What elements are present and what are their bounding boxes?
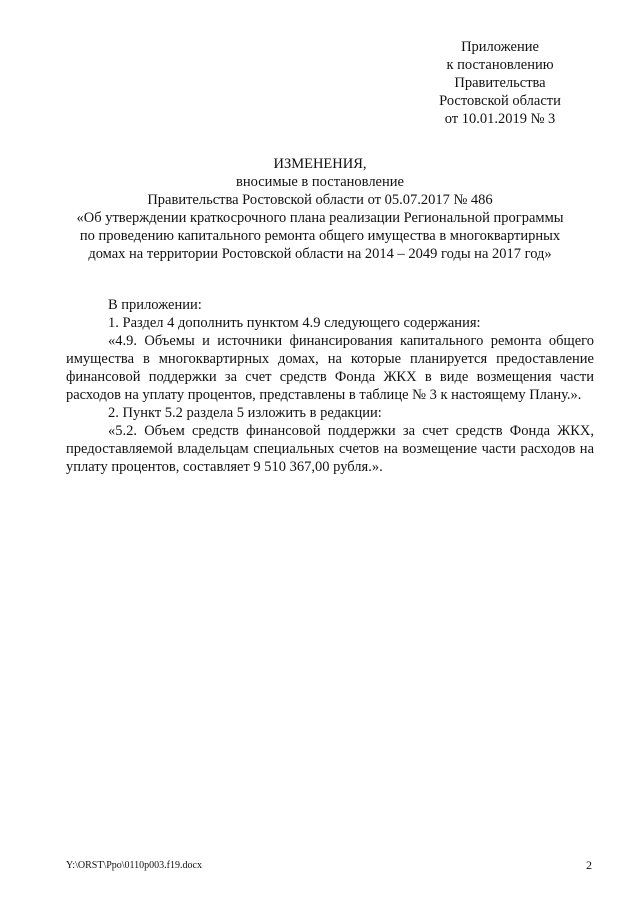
document-title <box>60 155 580 263</box>
title-heading: ИЗМЕНЕНИЯ, <box>273 156 367 172</box>
paragraph-quote-5-2: «5.2. Объем средств финансовой поддержки за счет средств Фонда ЖКХ, предоставляемой владельцам специальных счетов на возмещение части расходов на уплату процентов, составляет 9 510 367,00 рубля.». <box>66 423 594 475</box>
title-line-2: вносимые в постановление <box>236 174 404 190</box>
annex-line-4: Ростовской области <box>439 93 561 109</box>
title-line-3: Правительства Ростовской области от 05.07.2017 № 486 <box>147 192 493 208</box>
annex-line-1: Приложение <box>461 39 539 55</box>
annex-line-2: к постановлению <box>446 57 554 73</box>
title-line-4: «Об утверждении краткосрочного плана реализации Региональной программы <box>76 210 564 226</box>
annex-line-5: от 10.01.2019 № 3 <box>444 111 556 127</box>
footer-file-path: Y:\ORST\Ppo\0110p003.f19.docx <box>66 860 202 871</box>
title-line-5: по проведению капитального ремонта общего имущества в многоквартирных <box>79 228 561 244</box>
paragraph-item-1: 1. Раздел 4 дополнить пунктом 4.9 следующего содержания: <box>108 315 481 331</box>
paragraph-intro: В приложении: <box>108 297 202 313</box>
annex-header <box>410 38 590 128</box>
title-line-6: домах на территории Ростовской области на 2014 – 2049 годы на 2017 год» <box>88 246 552 262</box>
annex-line-3: Правительства <box>454 75 546 91</box>
paragraph-item-2: 2. Пункт 5.2 раздела 5 изложить в редакции: <box>108 405 382 421</box>
footer-page-number: 2 <box>586 858 592 872</box>
document-body <box>66 296 594 476</box>
paragraph-quote-4-9: «4.9. Объемы и источники финансирования капитального ремонта общего имущества в многоквартирных домах, на которые планируется предоставление финансовой поддержки за счет средств Фонда ЖКХ в виде возмещения части расходов на уплату процентов, представлены в таблице № 3 к настоящему Плану.». <box>66 333 594 403</box>
